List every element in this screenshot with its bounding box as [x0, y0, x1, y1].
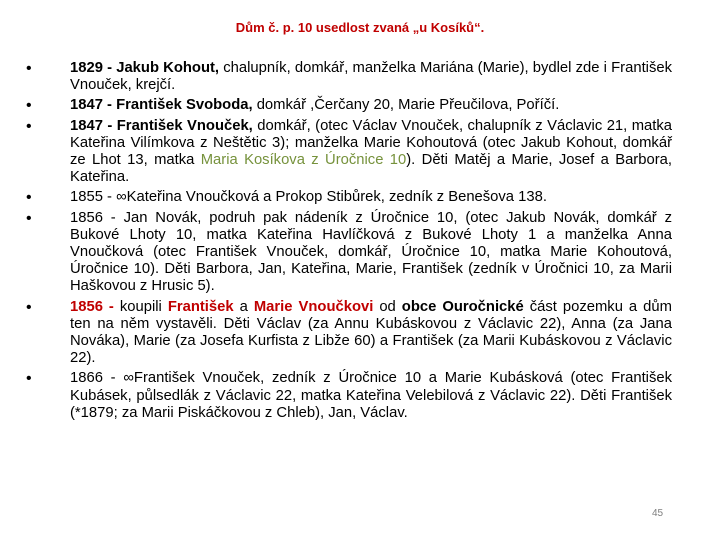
entry-text: domkář ,Čerčany 20, Marie Přeučilova, Poříčí.	[252, 97, 560, 114]
entry-text: 1866 - ∞František Vnouček, zedník z Úročnice 10 a Marie Kubásková (otec František Kubásek, půlsedlák z Václavic 22, matka Kateřina Velebilová z Václavic 22). Děti František (*1879; za Marii Piskáčkovou z Chleb), Jan, Václav.	[70, 370, 672, 421]
entry-name: Marie Vnoučkovi	[253, 298, 374, 315]
entry-year: 1829	[70, 60, 103, 76]
entry-name: František Svoboda,	[116, 97, 253, 114]
entry-name: obce Ouročnické	[401, 298, 524, 315]
list-item	[42, 370, 672, 422]
list-item	[42, 189, 672, 206]
entry-year: 1856	[70, 298, 103, 315]
entry-list	[42, 60, 672, 425]
list-item	[42, 60, 672, 94]
entry-separator: -	[102, 117, 117, 134]
list-item	[42, 210, 672, 296]
page-number: 45	[652, 508, 664, 519]
list-item	[42, 118, 672, 187]
entry-text: 1856 - Jan Novák, podruh pak nádeník z Úročnice 10, (otec Jakub Novák, domkář z Bukové Lhoty 10, matka Kateřina Havlíčková z Bukové Lhoty 1 a manželka Anna Vnoučková (otec František Vnouček, domkář, Úročnice 10, matka Marie Kohoutová, Úročnice 10). Děti Barbora, Jan, Kateřina, Marie, František (zedník v Úročnici 10, za Marii Haškovou z Hrusic 5).	[70, 209, 672, 295]
entry-name: František	[167, 298, 234, 315]
entry-word: od	[379, 298, 396, 315]
entry-year: 1847	[70, 117, 103, 134]
entry-separator: -	[102, 298, 120, 315]
entry-text: 1855 - ∞Kateřina Vnoučková a Prokop Stibůrek, zedník z Benešova 138.	[70, 189, 547, 206]
list-item	[42, 299, 672, 368]
highlight-text: Maria Kosíkova z Úročnice 10	[200, 152, 407, 169]
entry-separator: -	[102, 60, 117, 76]
entry-separator: -	[102, 97, 117, 114]
entry-text-end: ). Děti Matěj a Marie, Josef a Barbora, Kateřina.	[70, 152, 672, 186]
entry-word: koupili	[119, 298, 162, 315]
page-title: Dům č. p. 10 usedlost zvaná „u Kosíků“.	[235, 20, 485, 35]
entry-word: a	[239, 298, 248, 315]
list-item	[42, 97, 672, 114]
entry-text: část pozemku a dům ten na něm vystavěli. Děti Václav (za Annu Kubáskovou z Václavic 22), Anna (za Jana Nováka), Marie (za Josefa Kurfista z Libže 60) a František (za Marii Kubáskovou z Václavic 22).	[70, 298, 672, 367]
entry-text: chalupník, domkář, manželka Mariána (Marie), bydlel zde i František Vnouček, krejčí.	[70, 60, 672, 94]
entry-name: František Vnouček,	[116, 117, 253, 134]
entry-year: 1847	[70, 97, 103, 114]
entry-text: domkář, (otec Václav Vnouček, chalupník z Václavic 21, matka Kateřina Vilímkova z Neštětic 3); manželka Marie Kohoutová (otec Jakub Kohout, domkář ze Lhot 13, matka	[70, 117, 673, 169]
entry-name: Jakub Kohout,	[116, 60, 220, 76]
